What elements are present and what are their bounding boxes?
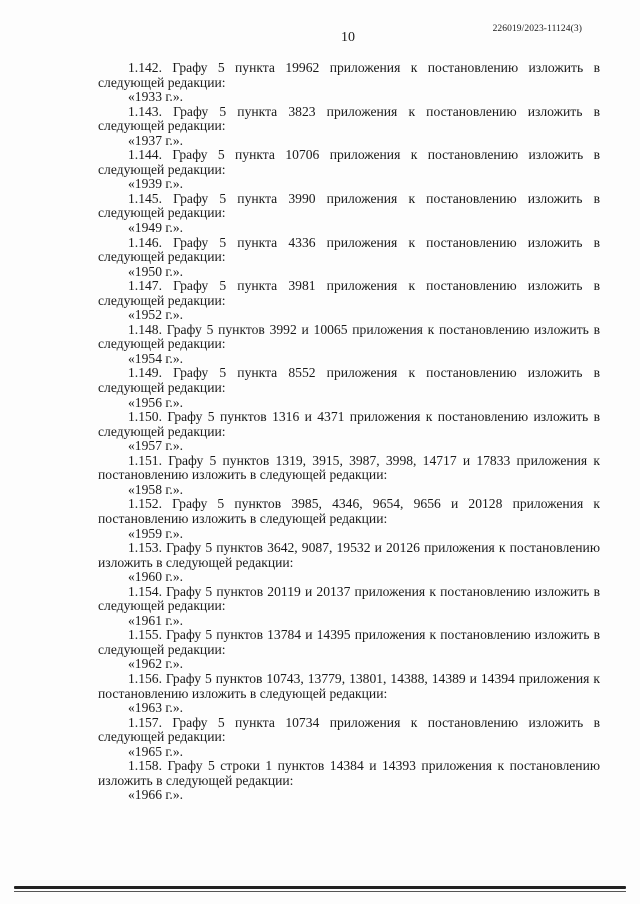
amendment-text: 1.146. Графу 5 пункта 4336 приложения к постановлению изложить в следующей редакции: <box>98 234 600 265</box>
amendment-value: «1949 г.». <box>128 220 184 236</box>
amendment-value: «1958 г.». <box>128 481 184 497</box>
amendment-text: 1.144. Графу 5 пункта 10706 приложения к постановлению изложить в следующей редакции: <box>98 147 600 177</box>
amendment-item <box>98 759 600 803</box>
amendment-value: «1956 г.». <box>128 394 184 410</box>
amendment-text: 1.150. Графу 5 пунктов 1316 и 4371 приложения к постановлению изложить в следующей редакции: <box>98 409 600 439</box>
amendment-text: 1.142. Графу 5 пункта 19962 приложения к постановлению изложить в следующей редакции: <box>98 60 600 90</box>
amendment-item <box>98 585 600 629</box>
amendment-value: «1966 г.». <box>128 787 184 803</box>
amendment-value: «1937 г.». <box>128 132 184 148</box>
amendment-value: «1960 г.». <box>128 569 184 585</box>
amendment-text: 1.149. Графу 5 пункта 8552 приложения к постановлению изложить в следующей редакции: <box>98 365 600 396</box>
amendment-text: 1.152. Графу 5 пунктов 3985, 4346, 9654, 9656 и 20128 приложения к постановлению изложить в следующей редакции: <box>98 496 600 526</box>
amendment-value: «1962 г.». <box>128 656 184 672</box>
amendment-item <box>98 148 600 192</box>
amendment-value: «1961 г.». <box>128 612 184 628</box>
scan-edge-line-thin <box>14 891 626 892</box>
page-number: 10 <box>341 30 355 45</box>
amendment-value: «1950 г.». <box>128 263 184 279</box>
amendment-item <box>98 61 600 105</box>
amendment-text: 1.155. Графу 5 пунктов 13784 и 14395 приложения к постановлению изложить в следующей редакции: <box>98 627 600 657</box>
amendment-item <box>98 323 600 367</box>
amendment-item <box>98 192 600 236</box>
amendment-text: 1.145. Графу 5 пункта 3990 приложения к постановлению изложить в следующей редакции: <box>98 190 600 221</box>
amendment-item <box>98 105 600 149</box>
amendment-item <box>98 628 600 672</box>
amendment-text: 1.143. Графу 5 пункта 3823 приложения к постановлению изложить в следующей редакции: <box>98 103 600 134</box>
amendment-value: «1957 г.». <box>128 438 184 454</box>
scan-edge-line <box>14 886 626 889</box>
amendment-item <box>98 366 600 410</box>
amendment-text: 1.148. Графу 5 пунктов 3992 и 10065 приложения к постановлению изложить в следующей редакции: <box>98 321 600 352</box>
amendment-item <box>98 497 600 541</box>
amendment-text: 1.154. Графу 5 пунктов 20119 и 20137 приложения к постановлению изложить в следующей редакции: <box>98 583 600 614</box>
amendment-text: 1.156. Графу 5 пунктов 10743, 13779, 13801, 14388, 14389 и 14394 приложения к постановлению изложить в следующей редакции: <box>98 670 600 701</box>
amendment-item <box>98 236 600 280</box>
amendment-value: «1933 г.». <box>128 89 184 105</box>
amendment-value: «1965 г.». <box>128 743 184 759</box>
amendment-value: «1939 г.». <box>128 176 184 192</box>
amendment-item <box>98 410 600 454</box>
amendment-value: «1963 г.». <box>128 700 184 716</box>
amendment-item <box>98 672 600 716</box>
amendment-text: 1.151. Графу 5 пунктов 1319, 3915, 3987, 3998, 14717 и 17833 приложения к постановлению изложить в следующей редакции: <box>98 452 600 483</box>
amendment-value: «1954 г.». <box>128 350 184 366</box>
document-registration-number: 226019/2023-11124(3) <box>492 24 582 34</box>
document-body <box>98 61 600 803</box>
amendment-item <box>98 541 600 585</box>
amendment-item <box>98 279 600 323</box>
amendment-text: 1.157. Графу 5 пункта 10734 приложения к постановлению изложить в следующей редакции: <box>98 714 600 745</box>
amendment-item <box>98 716 600 760</box>
amendment-value: «1959 г.». <box>128 525 184 541</box>
amendment-text: 1.147. Графу 5 пункта 3981 приложения к постановлению изложить в следующей редакции: <box>98 278 600 308</box>
amendment-text: 1.153. Графу 5 пунктов 3642, 9087, 19532 и 20126 приложения к постановлению изложить в следующей редакции: <box>98 540 600 570</box>
amendment-value: «1952 г.». <box>128 307 184 323</box>
amendment-item <box>98 454 600 498</box>
amendment-text: 1.158. Графу 5 строки 1 пунктов 14384 и 14393 приложения к постановлению изложить в следующей редакции: <box>98 758 600 788</box>
